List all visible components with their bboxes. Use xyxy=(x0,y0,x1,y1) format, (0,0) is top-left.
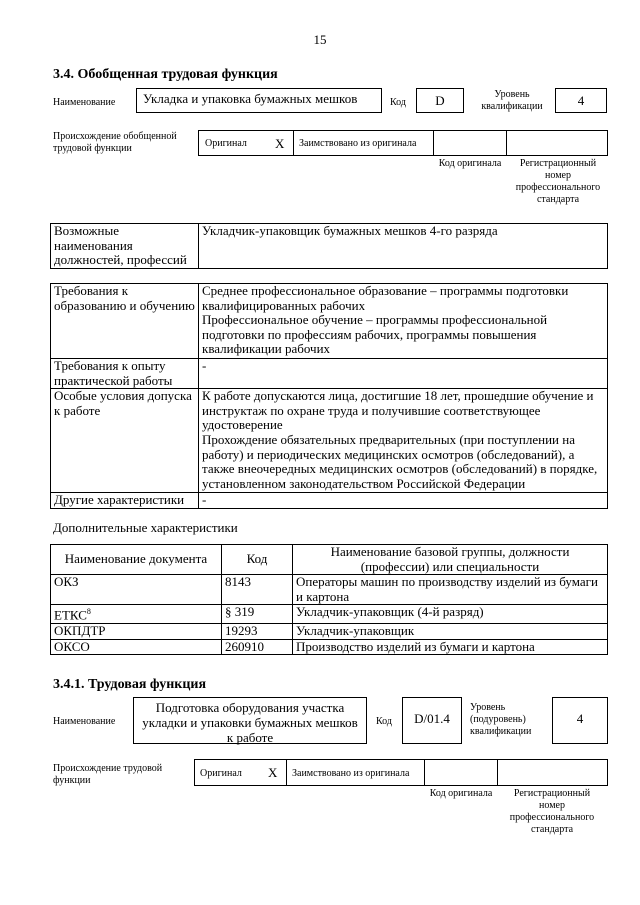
row-code: 8143 xyxy=(222,575,293,605)
row-code: § 319 xyxy=(222,605,293,624)
positions-value: Укладчик-упаковщик бумажных мешков 4-го разряда xyxy=(199,224,608,269)
function-name-value: Подготовка оборудования участка укладки и упаковки бумажных мешков к работе xyxy=(142,700,358,745)
origin-divider xyxy=(293,130,294,156)
page-number: 15 xyxy=(313,32,327,47)
requirements-table xyxy=(50,283,608,509)
section-heading: 3.4. Обобщенная трудовая функция xyxy=(53,67,278,82)
code-value: D xyxy=(435,93,445,108)
origin-divider xyxy=(497,759,498,786)
code-label: Код xyxy=(376,716,392,727)
code-field xyxy=(402,697,462,744)
row-name: Операторы машин по производству изделий из бумаги и картона xyxy=(293,575,608,605)
row-doc: ЕТКС xyxy=(54,607,87,623)
code-original-caption: Код оригинала xyxy=(438,158,502,169)
level-label: Уровень квалификации xyxy=(481,89,543,112)
original-label: Оригинал xyxy=(205,138,247,149)
name-label: Наименование xyxy=(53,97,116,108)
row-name: Укладчик-упаковщик xyxy=(293,624,608,640)
origin-divider xyxy=(433,130,434,156)
table-row xyxy=(51,624,608,640)
registration-caption: Регистрационный номер профессионального стандарта xyxy=(509,788,595,835)
row-code: 260910 xyxy=(222,639,293,655)
row-doc-cell xyxy=(51,605,222,624)
req-label: Требования к образованию и обучению xyxy=(51,284,199,359)
row-name: Производство изделий из бумаги и картона xyxy=(293,639,608,655)
positions-table xyxy=(50,223,608,269)
positions-label: Возможные наименования должностей, профессий xyxy=(51,224,199,269)
registration-caption: Регистрационный номер профессионального стандарта xyxy=(515,158,601,205)
header-code: Код xyxy=(222,545,293,575)
origin-label: Происхождение трудовой функции xyxy=(53,763,163,786)
row-doc: ОКЗ xyxy=(51,575,222,605)
function-name-field xyxy=(136,88,382,113)
additional-title: Дополнительные характеристики xyxy=(53,520,238,535)
function-name-field xyxy=(133,697,367,744)
original-mark: X xyxy=(275,136,285,151)
req-label: Требования к опыту практической работы xyxy=(51,359,199,389)
row-doc: ОКСО xyxy=(51,639,222,655)
borrowed-label: Заимствовано из оригинала xyxy=(292,768,410,779)
code-field xyxy=(416,88,464,113)
origin-label: Происхождение обобщенной трудовой функции xyxy=(53,131,177,154)
function-name-value: Укладка и упаковка бумажных мешков xyxy=(143,91,358,106)
additional-table xyxy=(50,544,608,655)
origin-divider xyxy=(424,759,425,786)
code-value: D/01.4 xyxy=(414,711,450,726)
req-value: - xyxy=(199,359,608,389)
footnote-mark: 8 xyxy=(86,607,91,617)
req-label: Особые условия допуска к работе xyxy=(51,389,199,493)
req-value: Среднее профессиональное образование – программы подготовки квалифицированных рабочих Профессиональное обучение – программы профессиональной подготовки по профессиям рабочих, программы повышения квалификации рабочих xyxy=(199,284,608,359)
row-code: 19293 xyxy=(222,624,293,640)
req-value: К работе допускаются лица, достигшие 18 лет, прошедшие обучение и инструктаж по охране труда и получившие соответствующее удостоверение Прохождение обязательных предварительных (при поступлении на работу) и периодических медицинских осмотров (обследований), а также внеочередных медицинских осмотров (обследований) в порядке, установленном законодательством Российской Федерации xyxy=(199,389,608,493)
level-value: 4 xyxy=(576,711,584,726)
original-mark: X xyxy=(268,765,278,780)
original-label: Оригинал xyxy=(200,768,242,779)
req-value: - xyxy=(199,493,608,509)
table-row xyxy=(51,605,608,624)
origin-divider xyxy=(286,759,287,786)
header-group-name: Наименование базовой группы, должности (профессии) или специальности xyxy=(293,545,608,575)
row-doc: ОКПДТР xyxy=(51,624,222,640)
level-value: 4 xyxy=(577,93,585,108)
req-label: Другие характеристики xyxy=(51,493,199,509)
subsection-heading: 3.4.1. Трудовая функция xyxy=(53,677,207,692)
level-field xyxy=(552,697,608,744)
table-row xyxy=(51,639,608,655)
code-label: Код xyxy=(390,97,406,108)
origin-divider xyxy=(506,130,507,156)
table-row xyxy=(51,575,608,605)
name-label: Наименование xyxy=(53,716,116,727)
level-label: Уровень (подуровень) квалификации xyxy=(470,702,532,737)
row-name: Укладчик-упаковщик (4-й разряд) xyxy=(293,605,608,624)
level-field xyxy=(555,88,607,113)
code-original-caption: Код оригинала xyxy=(429,788,493,799)
header-document: Наименование документа xyxy=(51,545,222,575)
borrowed-label: Заимствовано из оригинала xyxy=(299,138,417,149)
